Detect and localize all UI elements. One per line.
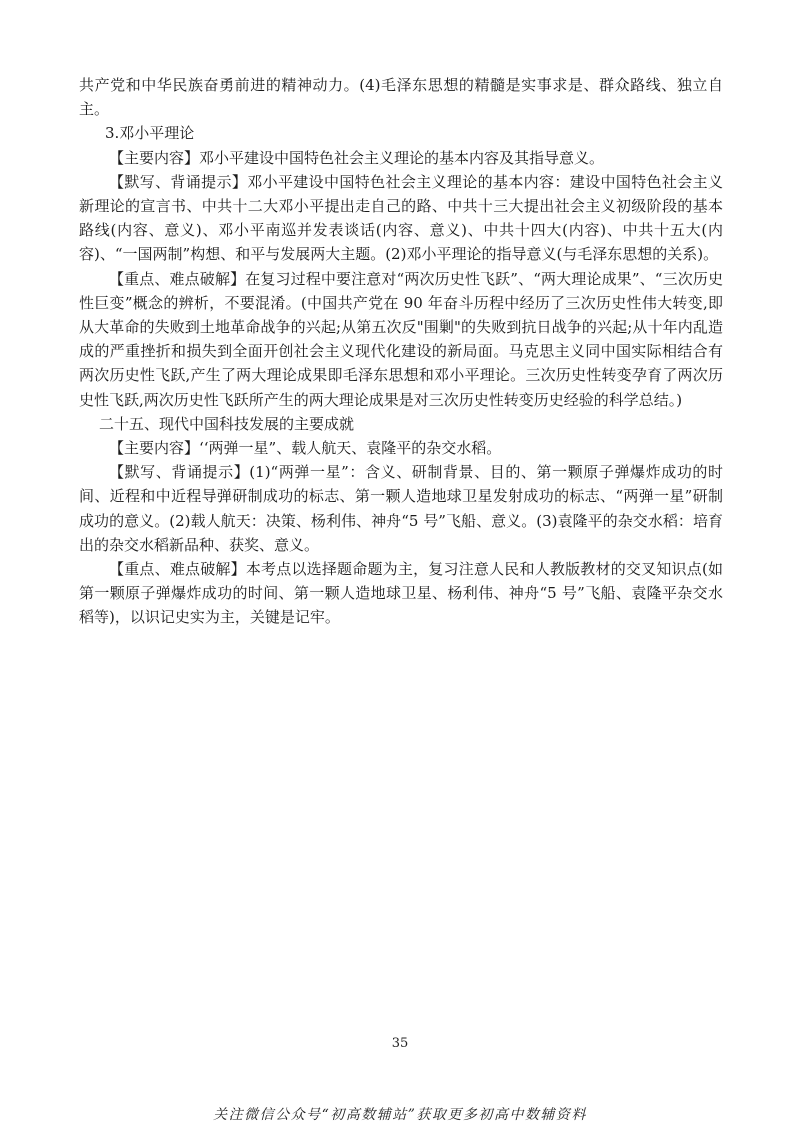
paragraph-main-content: 【主要内容】邓小平建设中国特色社会主义理论的基本内容及其指导意义。: [109, 148, 605, 167]
section-heading-25: 二十五、现代中国科技发展的主要成就: [99, 414, 355, 433]
paragraph-continuation: 共产党和中华民族奋勇前进的精神动力。(4)毛泽东思想的精髓是实事求是、群众路线、独立自主。: [79, 76, 723, 119]
paragraph-recite-hint: 【默写、背诵提示】邓小平建设中国特色社会主义理论的基本内容：建设中国特色社会主义新理论的宣言书、中共十二大邓小平提出走自己的路、中共十三大提出社会主义初级阶段的基本路线(内容、意义)、邓小平南巡并发表谈话(内容、意义)、中共十四大(内容)、中共十五大(内容)、“一国两制”构想、和平与发展两大主题。(2)邓小平理论的指导意义(与毛泽东思想的关系)。: [79, 172, 723, 264]
page-number: 35: [391, 1036, 409, 1051]
paragraph-recite-hint-25: 【默写、背诵提示】(1)“两弹一星”：含义、研制背景、目的、第一颗原子弹爆炸成功的时间、近程和中近程导弹研制成功的标志、第一颗人造地球卫星发射成功的标志、“两弹一星”研制成功的意义。(2)载人航天：决策、杨利伟、神舟“5 号”飞船、意义。(3)袁隆平的杂交水稻：培育出的杂交水稻新品种、获奖、意义。: [79, 463, 723, 554]
paragraph-main-content-25: 【主要内容】‘‘两弹一星”、载人航天、袁隆平的杂交水稻。: [109, 439, 502, 458]
footer-note: 关注微信公众号“初高数辅站”获取更多初高中数辅资料: [213, 1107, 587, 1123]
paragraph-key-points: 【重点、难点破解】在复习过程中要注意对“两次历史性飞跃”、“两大理论成果”、“三次历史性巨变”概念的辨析，不要混淆。(中国共产党在 90 年奋斗历程中经历了三次历史性伟大转变,即从大革命的失败到土地革命战争的兴起;从第五次反"围剿"的失败到抗日战争的兴起;从十年内乱造成的严重挫折和损失到全面开创社会主义现代化建设的新局面。马克思主义同中国实际相结合有两次历史性飞跃,产生了两大理论成果即毛泽东思想和邓小平理论。三次历史性转变孕育了两次历史性飞跃,两次历史性飞跃所产生的两大理论成果是对三次历史性转变历史经验的科学总结。): [79, 269, 723, 409]
body-text: [79, 73, 723, 630]
subheading-deng-theory: 3.邓小平理论: [105, 124, 195, 143]
paragraph-key-points-25: 【重点、难点破解】本考点以选择题命题为主，复习注意人民和人教版教材的交叉知识点(如第一颗原子弹爆炸成功的时间、第一颗人造地球卫星、杨利伟、神舟“5 号”飞船、袁隆平杂交水稻等)，以识记史实为主，关键是记牢。: [79, 560, 723, 627]
